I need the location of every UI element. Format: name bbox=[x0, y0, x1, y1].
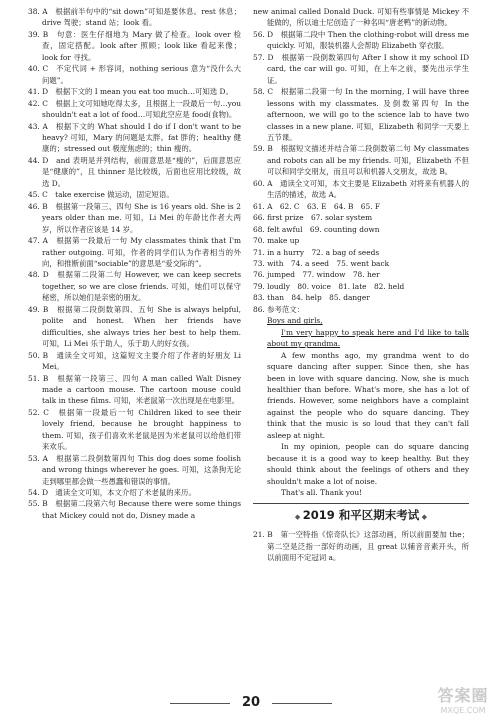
answer-explanation: 46. B 根据第一段第三、四句 She is 16 years old. She is 2 years older than me. 可知，Li Mei 的年龄比作者大两岁，所以作者应该是 14 岁。 bbox=[28, 201, 241, 234]
answer-explanation: 43. A 根据下文的 What should I do if I don't want to be heavy? 可知，Mary 的问题是太胖。fat 胖的；healthy 健康的；stressed out 极度焦虑的；thin 瘦的。 bbox=[28, 121, 241, 154]
answer-explanation: 45. C take exercise 做运动，固定短语。 bbox=[28, 190, 174, 200]
footer-rule-left bbox=[170, 703, 230, 704]
answer-explanation: 39. B 句意：医生仔细地为 Mary 做了检查。look over 检查，固定搭配。look after 照顾；look like 看起来像；look for 寻找。 bbox=[28, 29, 241, 62]
answer-explanation: 47. A 根据第一段最后一句 My classmates think that I'm rather outgoing. 可知，作者的同学们认为作者相当的外向，和推断前面“sociable”的意思是“爱交际的”。 bbox=[28, 236, 241, 268]
right-column bbox=[253, 6, 469, 564]
answer-explanation: 40. C 不定代词 + 形容词，nothing serious 意为“没什么大问题”。 bbox=[28, 64, 241, 85]
essay-opening: I'm very happy to speak here and I'd like to talk about my grandma. bbox=[267, 327, 469, 349]
essay-paragraph-1: A few months ago, my grandma went to do square dancing after supper. Since then, she has been in love with square dancing. Now, she is much healthier than before. What's more, she has a lot of friends. However, some neighbors have a complaint against the people who do square dancing. They think that the music is so loud that they can't fall asleep at night. bbox=[267, 350, 469, 440]
answer-line: 73. with 74. a seed 75. went back bbox=[253, 258, 390, 268]
answer-explanation: 50. B 通读全文可知，这篇短文主要介绍了作者的好朋友 Li Mei。 bbox=[28, 350, 241, 372]
answer-line: 61. A 62. C 63. E 64. B 65. F bbox=[253, 201, 381, 211]
answer-explanation: 55. B 根据第二段第六句 Because there were some things that Mickey could not do, Disney made a bbox=[28, 499, 241, 520]
section-title: ◆ 2019 和平区期末考试 ◆ bbox=[253, 503, 469, 525]
left-column bbox=[28, 6, 241, 521]
answer-explanation: 58. C 根据第二段第一句 In the morning, I will have three lessons with my classmates. 及倒数第四句 In the afternoon, we will go to the science lab to have two classes in a new plane. 可知，Elizabeth 和同学一天要上五节课。 bbox=[253, 87, 469, 142]
watermark-logo bbox=[432, 686, 494, 722]
essay-closing: That's all. Thank you! bbox=[281, 488, 363, 498]
right-explanations bbox=[253, 6, 469, 201]
answer-explanation: 57. D 根据第一段倒数第四句 After I show it my school ID card, the car will go. 可知，在上车之前，要先出示学生证。 bbox=[253, 52, 469, 85]
answer-explanation: 60. A 通读全文可知，本文主要是 Elizabeth 对将来有机器人的生活的描述，故选 A。 bbox=[253, 178, 469, 200]
answer-explanation: 54. D 通读全文可知，本文介绍了米老鼠的来历。 bbox=[28, 488, 196, 498]
essay-label: 86. 参考范文： bbox=[253, 304, 305, 314]
footer-rule-right bbox=[272, 703, 332, 704]
answer-explanation: 51. B 根据第一段第三、四句 A man called Walt Disney made a cartoon mouse. The cartoon mouse could talk in these films. 可知，米老鼠第一次出现是在电影里。 bbox=[28, 373, 241, 406]
answer-line: 71. in a hurry 72. a bag of seeds bbox=[253, 247, 380, 257]
answer-explanation: 41. D 根据下文的 I mean you eat too much…可知选 D。 bbox=[28, 87, 233, 97]
answer-line: 79. loudly 80. voice 81. late 82. held bbox=[253, 281, 405, 291]
answer-line: 83. than 84. help 85. danger bbox=[253, 293, 370, 303]
watermark-url: MXQE.COM bbox=[440, 706, 486, 715]
sample-essay bbox=[253, 304, 469, 499]
essay-greeting: Boys and girls, bbox=[267, 316, 323, 326]
essay-paragraph-2: In my opinion, people can do square dancing because it is a good way to keep healthy. But they should think about the feelings of others and they shouldn't make a lot of noise. bbox=[267, 442, 469, 486]
watermark-text: 答案圈 bbox=[437, 686, 489, 705]
answer-explanation: 52. C 根据第一段最后一句 Children liked to see their lovely friend, because he brought happiness to them. 可知，孩子们喜欢米老鼠是因为米老鼠可以给他们带来欢乐。 bbox=[28, 407, 241, 452]
answer-line: 70. make up bbox=[253, 236, 300, 246]
answer-explanation: 21. B 第一空特指《惊奇队长》这部动画，所以前面要加 the；第二空是泛指一部好的动画，且 great 以辅音音素开头，所以前面用不定冠词 a。 bbox=[253, 530, 469, 563]
page-footer bbox=[0, 693, 500, 715]
answer-explanation: 59. B 根据短文描述并结合第二段倒数第二句 My classmates and robots can all be my friends. 可知，Elizabeth 不但可以和同学交朋友，而且可以和机器人交朋友，故选 B。 bbox=[253, 144, 469, 177]
answer-explanation: 38. A 根据前半句中的“sit down”可知是要休息。rest 休息；drive 驾驶；stand 站；look 看。 bbox=[28, 7, 241, 28]
page-number: 20 bbox=[241, 695, 261, 710]
answer-line: 76. jumped 77. window 78. her bbox=[253, 270, 380, 280]
answer-explanation: 53. A 根据第二段倒数第四句 This dog does some foolish and wrong things wherever he goes. 可知，这条狗无论走到哪里都会做一些愚蠢和错误的事情。 bbox=[28, 453, 241, 486]
answer-explanation: 44. D and 表明是并列结构，前面意思是“瘦的”，后面意思应是“健康的”，且 thinner 是比较级，后面也应用比较级，故选 D。 bbox=[28, 155, 241, 188]
answer-explanation: 42. C 根据上文可知她吃得太多，且根据上一段最后一句…you shouldn't eat a lot of food…可知此空应是 food(食物)。 bbox=[28, 98, 241, 120]
answer-line: 68. felt awful 69. counting down bbox=[253, 224, 380, 234]
answer-key-list bbox=[253, 201, 469, 304]
answer-line: 66. first prize 67. solar system bbox=[253, 213, 373, 223]
answer-explanation: 56. D 根据第二段中 Then the clothing-robot will dress me quickly. 可知，服装机器人会帮助 Elizabeth 穿衣服。 bbox=[253, 29, 469, 51]
section-explanations bbox=[253, 529, 469, 563]
answer-explanation: 49. B 根据第二段倒数第四、五句 She is always helpful, polite and honest. When her friends have difficulties, she always tries her best to help them. 可知，Li Mei 乐于助人，乐于助人的好女孩。 bbox=[28, 304, 241, 349]
answer-explanation: 48. D 根据第二段第二句 However, we can keep secrets together, so we are close friends. 可知，她们可以保守秘密，所以她们是亲密的朋友。 bbox=[28, 270, 241, 303]
answer-explanation: new animal called Donald Duck. 可知有些事情是 Mickey 不能做的，所以迪士尼创造了一种名叫“唐老鸭”的新动物。 bbox=[253, 7, 469, 28]
